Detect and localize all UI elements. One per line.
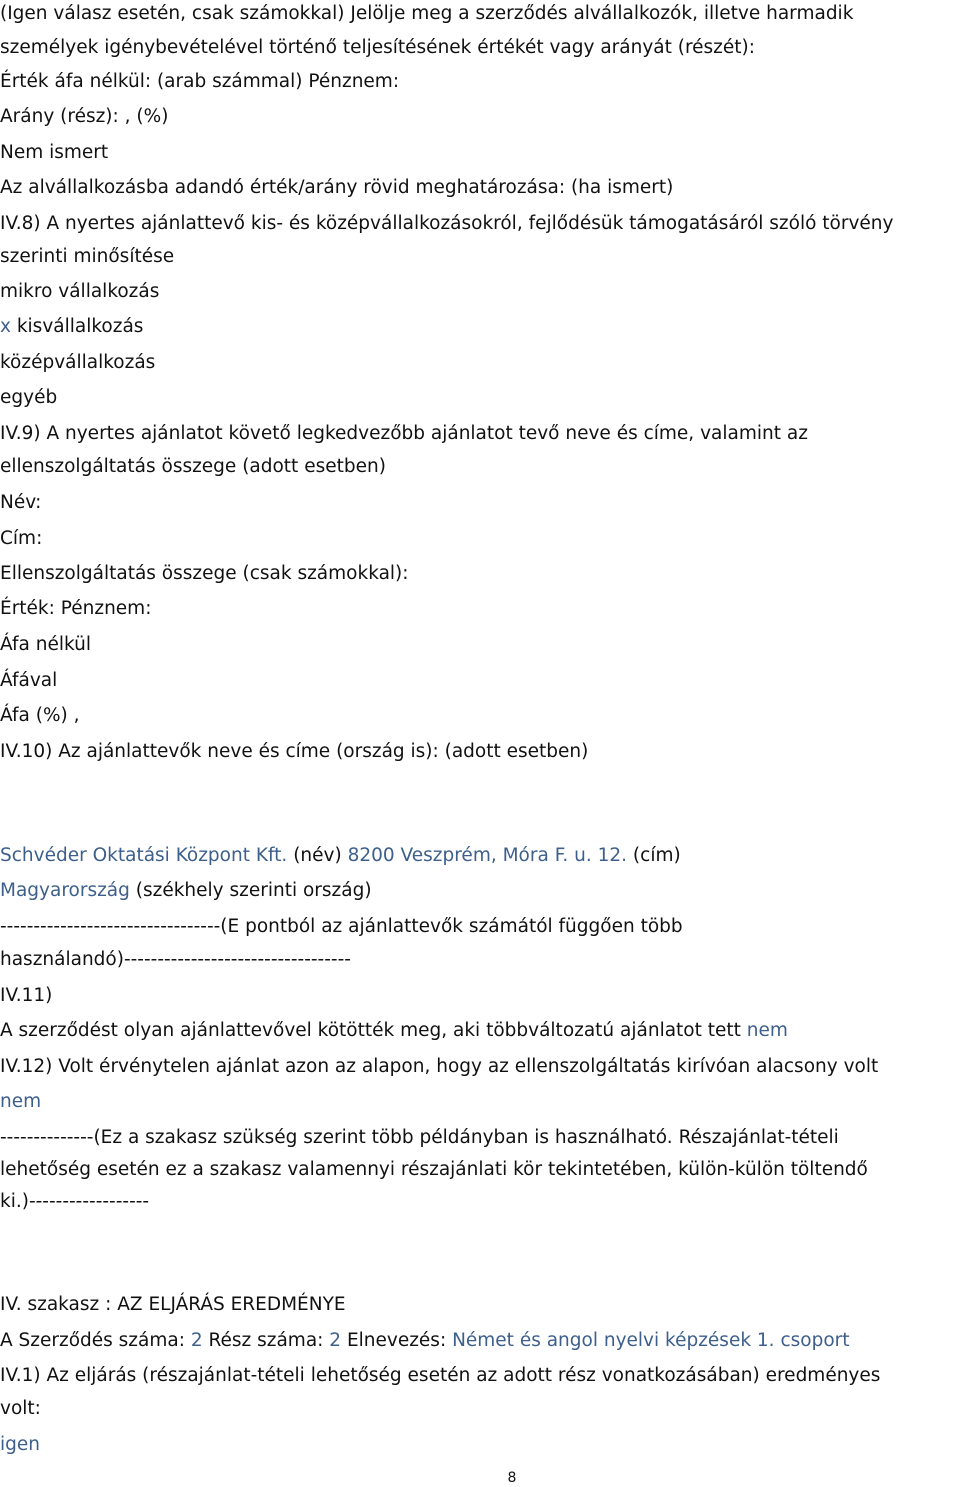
- iv9-heading-line-1: IV.9) A nyertes ajánlatot követő legkedvezőbb ajánlatot tevő neve és címe, valamint az: [0, 423, 808, 444]
- contract-number: 2: [190, 1330, 203, 1351]
- not-known-line: Nem ismert: [0, 142, 109, 163]
- subcontract-line-1: (Igen válasz esetén, csak számokkal) Jelölje meg a szerződés alvállalkozók, illetve harmadik: [0, 3, 854, 24]
- option-label: egyéb: [0, 387, 58, 408]
- part-number: 2: [329, 1330, 342, 1351]
- iv9-vat-label: Áfa (%) ,: [0, 705, 80, 726]
- iv8-heading-line-2: szerinti minősítése: [0, 246, 175, 267]
- iv9-value-label: Érték: Pénznem:: [0, 598, 152, 619]
- iv8-heading-line-1: IV.8) A nyertes ajánlattevő kis- és középvállalkozásokról, fejlődésük támogatásáról szóló törvény: [0, 213, 894, 234]
- iv9-name-label: Név:: [0, 492, 42, 513]
- iv9-address-label: Cím:: [0, 528, 43, 549]
- contract-label: A Szerződés száma:: [0, 1330, 191, 1351]
- part-label: Rész száma:: [202, 1330, 330, 1351]
- iv8-option-small: [0, 315, 143, 339]
- iv11-question-line: [0, 1019, 788, 1043]
- iv12-note-line-1: --------------(Ez a szakasz szükség szerint több példányban is használható. Részajánlat-tételi: [0, 1127, 839, 1148]
- option-mark: x: [0, 316, 11, 337]
- contract-info-line: [0, 1329, 850, 1353]
- designation-label: Elnevezés:: [341, 1330, 453, 1351]
- iv8-option-medium: [0, 351, 155, 375]
- iv11-answer: nem: [746, 1020, 788, 1041]
- iv9-amount-label: Ellenszolgáltatás összege (csak számokkal):: [0, 563, 409, 584]
- option-label: mikro vállalkozás: [0, 281, 160, 302]
- subcontract-line-2: személyek igénybevételével történő teljesítésének értékét vagy arányát (részét):: [0, 37, 755, 58]
- bidder-name-address-line: [0, 844, 681, 868]
- country-tag: (székhely szerinti ország): [129, 880, 372, 901]
- iv11-heading: IV.11): [0, 985, 53, 1006]
- page-number: 8: [507, 1470, 517, 1486]
- iv12-answer: nem: [0, 1091, 42, 1112]
- iv1-line-1: IV.1) Az eljárás (részajánlat-tételi lehetőség esetén az adott rész vonatkozásában) eredményes: [0, 1365, 881, 1386]
- company-address: 8200 Veszprém, Móra F. u. 12.: [347, 845, 628, 866]
- iv1-answer: igen: [0, 1434, 40, 1455]
- iv10-note-line-2: használandó)----------------------------------: [0, 949, 351, 970]
- designation-value: Német és angol nyelvi képzések 1. csoport: [452, 1330, 850, 1351]
- iv9-heading-line-2: ellenszolgáltatás összege (adott esetben): [0, 456, 386, 477]
- iv11-question: A szerződést olyan ajánlattevővel kötötték meg, aki többváltozatú ajánlatot tett: [0, 1020, 747, 1041]
- option-label: középvállalkozás: [0, 352, 156, 373]
- name-tag: (név): [287, 845, 348, 866]
- iv10-note-line-1: ---------------------------------(E pontból az ajánlattevők számától függően több: [0, 916, 683, 937]
- iv8-option-other: [0, 386, 57, 410]
- iv12-question: IV.12) Volt érvénytelen ajánlat azon az alapon, hogy az ellenszolgáltatás kirívóan alacsony volt: [0, 1056, 879, 1077]
- option-label: kisvállalkozás: [10, 316, 144, 337]
- iv1-line-2: volt:: [0, 1398, 41, 1419]
- iv8-option-micro: [0, 280, 159, 304]
- iv9-gross-label: Áfával: [0, 670, 58, 691]
- iv10-heading: IV.10) Az ajánlattevők neve és címe (ország is): (adott esetben): [0, 741, 589, 762]
- address-tag: (cím): [627, 845, 681, 866]
- company-name: Schvéder Oktatási Központ Kft.: [0, 845, 288, 866]
- iv12-note-line-3: ki.)------------------: [0, 1191, 150, 1212]
- section-result-heading: IV. szakasz : AZ ELJÁRÁS EREDMÉNYE: [0, 1294, 346, 1315]
- country-value: Magyarország: [0, 880, 130, 901]
- subcontract-description-line: Az alvállalkozásba adandó érték/arány rövid meghatározása: (ha ismert): [0, 177, 674, 198]
- iv12-note-line-2: lehetőség esetén ez a szakasz valamennyi részajánlati kör tekintetében, külön-külön töltendő: [0, 1159, 868, 1180]
- iv9-net-label: Áfa nélkül: [0, 634, 91, 655]
- bidder-country-line: [0, 879, 372, 903]
- ratio-line: Arány (rész): , (%): [0, 106, 169, 127]
- net-value-line: Érték áfa nélkül: (arab számmal) Pénznem:: [0, 71, 400, 92]
